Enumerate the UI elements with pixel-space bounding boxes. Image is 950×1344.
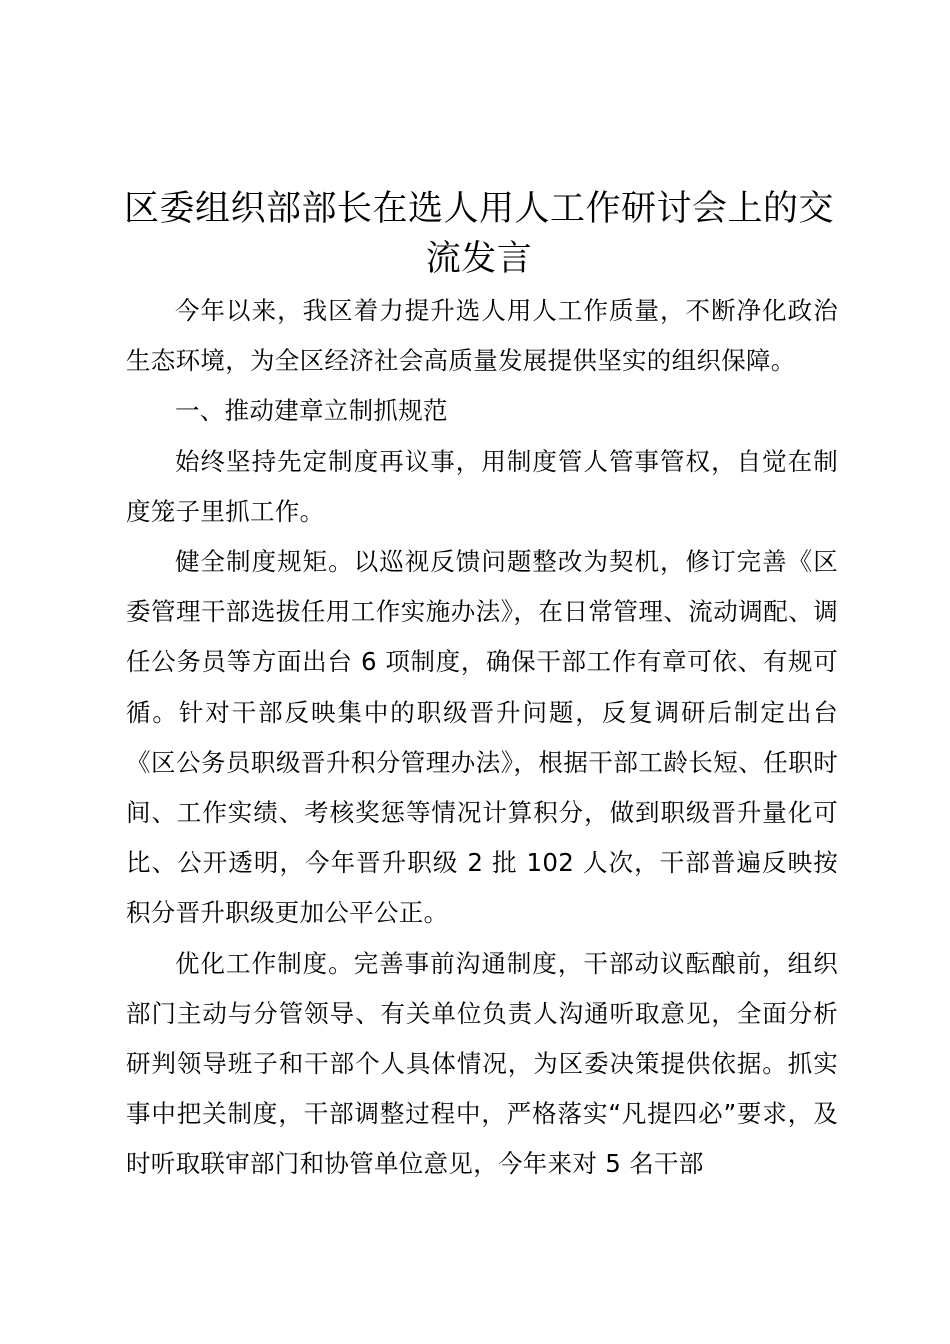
rules-paragraph: 健全制度规矩。以巡视反馈问题整改为契机，修订完善《区委管理干部选拔任用工作实施办法》，在日常管理、流动调配、调任公务员等方面出台 6 项制度，确保干部工作有章可依、有规可循。针对干部反映集中的职级晋升问题，反复调研后制定出台《区公务员职级晋升积分管理办法》，根据干部工龄长短、任职时间、工作实绩、考核奖惩等情况计算积分，做到职级晋升量化可比、公开透明，今年晋升职级 2 批 102 人次，干部普遍反映按积分晋升职级更加公平公正。	[126, 547, 838, 928]
document-body	[126, 286, 838, 1190]
intro-paragraph: 今年以来，我区着力提升选人用人工作质量，不断净化政治生态环境，为全区经济社会高质量发展提供坚实的组织保障。	[126, 296, 838, 376]
section-heading: 一、推动建章立制抓规范	[175, 396, 448, 426]
section-intro-paragraph: 始终坚持先定制度再议事，用制度管人管事管权，自觉在制度笼子里抓工作。	[126, 446, 838, 526]
workflow-paragraph: 优化工作制度。完善事前沟通制度，干部动议酝酿前，组织部门主动与分管领导、有关单位负责人沟通听取意见，全面分析研判领导班子和干部个人具体情况，为区委决策提供依据。抓实事中把关制度，干部调整过程中，严格落实“凡提四必”要求，及时听取联审部门和协管单位意见，今年来对 5 名干部	[126, 948, 838, 1179]
document-title: 区委组织部部长在选人用人工作研讨会上的交流发言	[123, 189, 834, 279]
